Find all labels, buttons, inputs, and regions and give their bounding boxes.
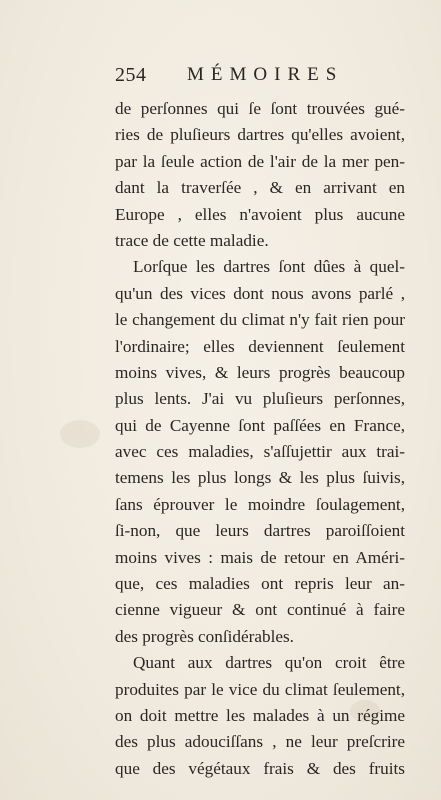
text-line: moins vives, & leurs progrès beaucoup (115, 362, 405, 382)
text-line: par la ſeule action de l'air de la mer pen- (115, 151, 405, 171)
text-line: avec ces maladies, s'aſſujettir aux trai- (115, 442, 405, 462)
text-line: de perſonnes qui ſe ſont trouvées gué- (115, 99, 405, 118)
text-line: trace de cette maladie. (115, 230, 269, 250)
page-number: 254 (115, 64, 147, 86)
paragraph-2 (115, 254, 405, 650)
body-text (115, 96, 405, 782)
text-line: des plus adouciſſans , ne leur preſcrire (115, 732, 405, 752)
paper-stain (60, 420, 100, 448)
paragraph-1 (115, 96, 405, 254)
text-line: cienne vigueur & ont continué à faire (115, 600, 405, 620)
text-line: ſi-non, que leurs dartres paroiſſoient (115, 521, 405, 541)
text-line: on doit mettre les malades à un régime (115, 705, 405, 725)
text-line: ſans éprouver le moindre ſoulagement, (115, 494, 405, 514)
running-title: MÉMOIRES (187, 64, 344, 85)
text-line: des progrès conſidérables. (115, 626, 294, 646)
text-line: qui de Cayenne ſont paſſées en France, (115, 415, 405, 435)
text-line: plus lents. J'ai vu pluſieurs perſonnes, (115, 389, 405, 409)
page-header (115, 64, 405, 88)
text-line: Europe , elles n'avoient plus aucune (115, 204, 405, 224)
text-line: produites par le vice du climat ſeulement, (115, 679, 405, 699)
text-line: Quant aux dartres qu'on croit être (133, 653, 405, 673)
text-line: temens les plus longs & les plus ſuivis, (115, 468, 405, 488)
text-line: dant la traverſée , & en arrivant en (115, 178, 405, 198)
text-line: l'ordinaire; elles deviennent ſeulement (115, 336, 405, 356)
text-line: que des végétaux frais & des fruits (115, 758, 405, 778)
text-line: ries de pluſieurs dartres qu'elles avoient, (115, 125, 405, 145)
paragraph-3 (115, 650, 405, 782)
text-line: moins vives : mais de retour en Améri- (115, 547, 405, 567)
text-line: le changement du climat n'y fait rien pour (115, 310, 405, 330)
text-line: que, ces maladies ont repris leur an- (115, 574, 405, 594)
text-line: qu'un des vices dont nous avons parlé , (115, 283, 405, 303)
text-line: Lorſque les dartres ſont dûes à quel- (133, 257, 405, 277)
